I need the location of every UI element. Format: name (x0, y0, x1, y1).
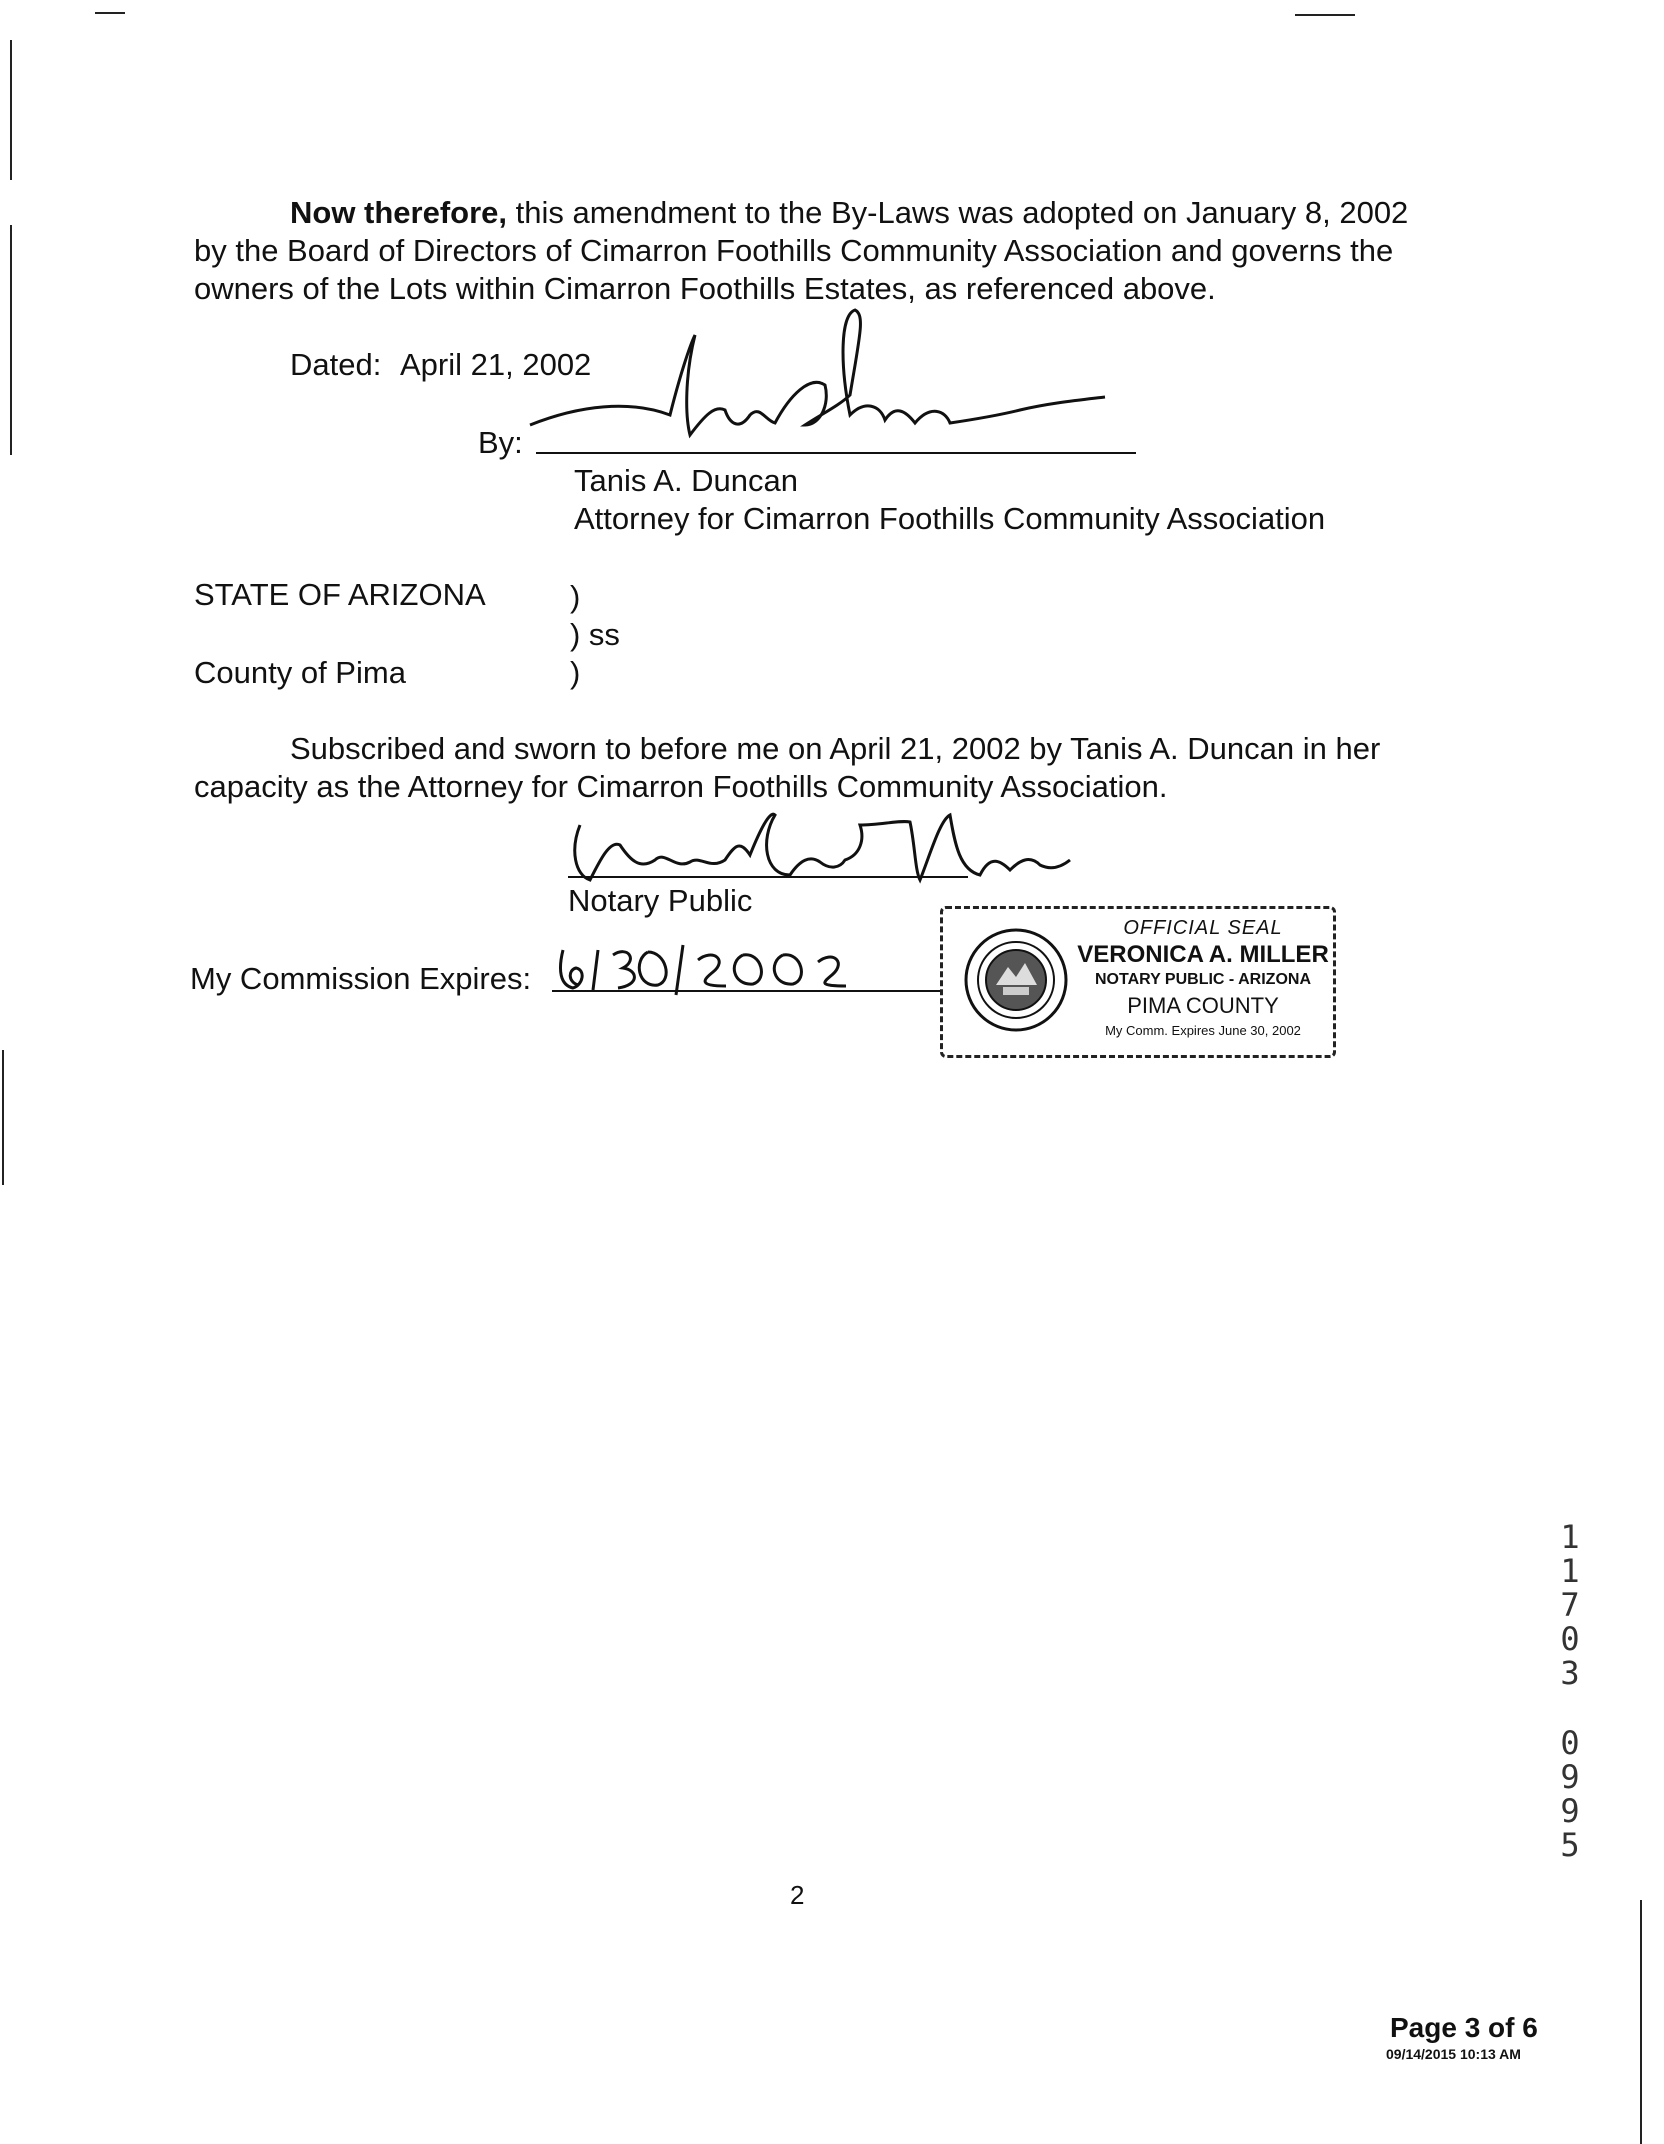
page-count-label: Page 3 of 6 (1390, 2012, 1538, 2043)
signer-title: Attorney for Cimarron Foothills Community Association (574, 501, 1326, 536)
scan-edge-mark (2, 1050, 4, 1185)
adoption-paragraph-line-2: by the Board of Directors of Cimarron Foothills Community Association and governs the (194, 233, 1394, 268)
adoption-paragraph-line-3: owners of the Lots within Cimarron Foothills Estates, as referenced above. (194, 271, 1216, 306)
commission-date-handwriting (548, 940, 848, 1000)
scan-edge-mark (1640, 1900, 1642, 2144)
attorney-signature-graphic (520, 305, 1120, 465)
recording-digit: 7 (1560, 1586, 1580, 1624)
jurat-paragraph (194, 730, 1434, 806)
signer-name: Tanis A. Duncan (574, 463, 799, 498)
commission-expires-label: My Commission Expires: (190, 961, 532, 996)
recording-digit: 9 (1560, 1758, 1580, 1796)
notary-signature-graphic (560, 800, 1080, 890)
recording-digit: 3 (1560, 1654, 1580, 1692)
scan-edge-mark (10, 225, 12, 455)
recording-digit: 1 (1560, 1552, 1580, 1590)
scan-edge-mark (1295, 14, 1355, 16)
seal-notary-state: NOTARY PUBLIC - ARIZONA (1095, 971, 1311, 988)
scan-edge-mark (10, 40, 12, 180)
notary-public-label: Notary Public (568, 883, 753, 918)
scan-edge-mark (95, 12, 125, 14)
jurat-line-2: capacity as the Attorney for Cimarron Foothills Community Association. (194, 769, 1168, 804)
recording-digit: 9 (1560, 1792, 1580, 1830)
recording-number-vertical (1552, 1520, 1588, 1862)
venue-ss: ) ss (570, 617, 620, 652)
seal-expiration: My Comm. Expires June 30, 2002 (1105, 1023, 1301, 1038)
recording-digit: 5 (1560, 1826, 1580, 1864)
dated-value: April 21, 2002 (400, 347, 592, 382)
print-timestamp: 09/14/2015 10:13 AM (1386, 2046, 1521, 2062)
by-label: By: (478, 425, 523, 460)
seal-county: PIMA COUNTY (1127, 993, 1279, 1018)
venue-state: STATE OF ARIZONA (194, 577, 486, 612)
venue-county: County of Pima (194, 655, 406, 690)
venue-paren-top: ) (570, 579, 581, 614)
recording-digit: 0 (1560, 1620, 1580, 1658)
jurat-line-1 (194, 730, 1434, 768)
recording-digit: 1 (1560, 1518, 1580, 1556)
recording-digit: 0 (1560, 1724, 1580, 1762)
page-center-number: 2 (790, 1880, 805, 1910)
adoption-paragraph (194, 194, 1434, 308)
now-therefore-phrase: Now therefore, (290, 195, 508, 230)
seal-title: OFFICIAL SEAL (1123, 917, 1283, 939)
adoption-line-1-text: this amendment to the By-Laws was adopted on January 8, 2002 (507, 195, 1409, 230)
seal-notary-name: VERONICA A. MILLER (1077, 941, 1329, 968)
arizona-seal-emblem (963, 927, 1069, 1033)
dated-label: Dated: (290, 347, 382, 382)
official-seal-stamp (940, 906, 1336, 1058)
jurat-line-1-text: Subscribed and sworn to before me on April 21, 2002 by Tanis A. Duncan in her (290, 731, 1381, 766)
venue-paren-bottom: ) (570, 655, 581, 690)
adoption-paragraph-line-1 (194, 194, 1434, 232)
